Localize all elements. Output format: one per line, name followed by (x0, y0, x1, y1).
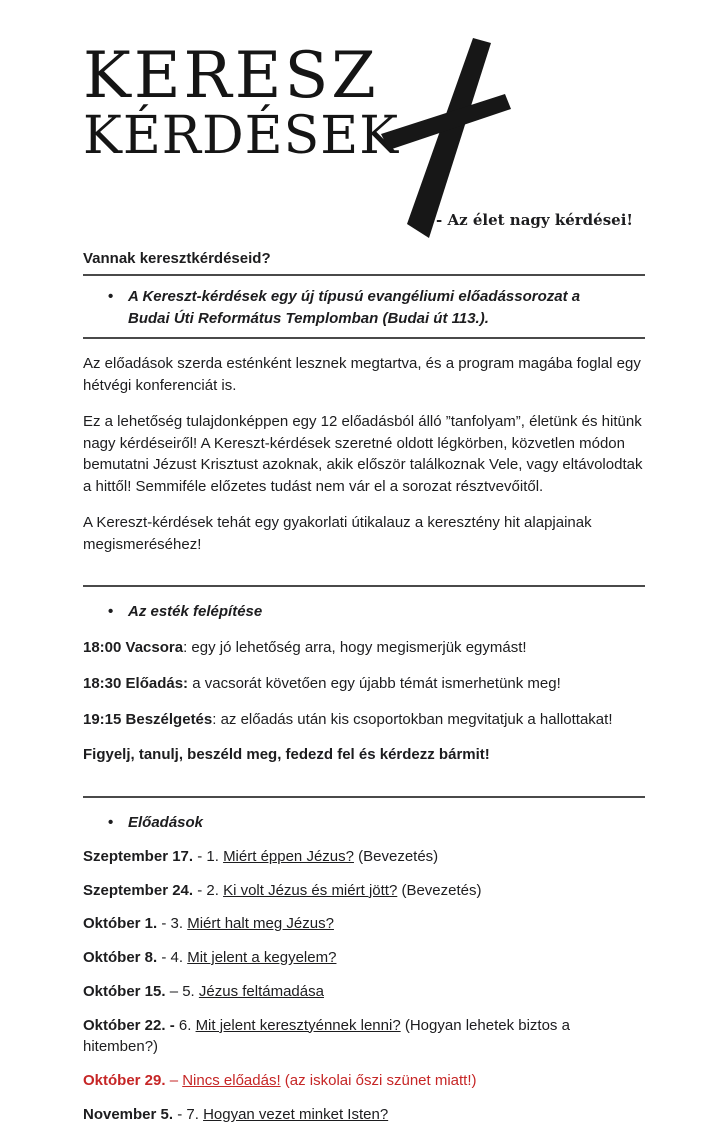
brand-logo-line2: KÉRDÉSEK (83, 106, 400, 166)
lecture-date: November 5. (83, 1105, 174, 1123)
lecture-title: Nincs előadás! (182, 1072, 281, 1089)
schedule-time-label: 18:30 Előadás: (83, 674, 189, 692)
intro-paragraph: Az előadások szerda esténként lesznek megtartva, és a program magába foglal egy hétvégi konferenciát is. (83, 355, 641, 394)
lecture-row (83, 981, 645, 1003)
schedule-text: : egy jó lehetőség arra, hogy megismerjük egymást! (183, 639, 527, 656)
lecture-date: Október 1. (83, 915, 158, 933)
evenings-heading: Az esték felépítése (128, 603, 263, 621)
intro-paragraph: A Kereszt-kérdések tehát egy gyakorlati útikalauz a keresztény hit alapjainak megismeréséhez! (83, 513, 592, 553)
lectures-heading-row (83, 812, 645, 834)
lecture-suffix: (Bevezetés) (353, 847, 439, 865)
schedule-row (83, 637, 645, 659)
divider (83, 796, 645, 798)
lecture-suffix: (Hogyan lehetek biztos a hitemben?) (83, 1016, 570, 1056)
lectures-heading: Előadások (128, 814, 204, 831)
lecture-suffix: (Bevezetés) (397, 881, 482, 899)
bullet-icon: • (108, 603, 114, 621)
lecture-mid: - 1. (193, 847, 224, 865)
brand-logo (83, 39, 645, 230)
schedule-time-label: 19:15 Beszélgetés (83, 710, 213, 728)
lecture-title: Miért halt meg Jézus? (187, 915, 334, 933)
lecture-date: Szeptember 17. (83, 847, 194, 865)
lecture-title: Mit jelent a kegyelem? (187, 949, 337, 966)
lecture-row (83, 846, 645, 868)
lecture-row (83, 1015, 645, 1059)
lecture-title: Hogyan vezet minket Isten? (203, 1105, 389, 1123)
intro-paragraph: Ez a lehetőség tulajdonképpen egy 12 előadásból álló ”tanfolyam”, életünk és hitünk nagy kérdéseiről! A Kereszt-kérdések szeretné oldott légkörben, közvetlen módon bemutatni Jézust Krisztust azoknak, akik először találkoznak Vele, vagy eltávolodtak a hittől! Semmiféle előzetes tudást nem vár el a sorozat résztvevőitől. (83, 412, 643, 495)
lecture-row (83, 880, 645, 902)
lecture-date: Október 8. (83, 949, 158, 966)
intro-heading: Vannak keresztkérdéseid? (83, 250, 271, 267)
schedule-row (83, 673, 645, 695)
lecture-title: Ki volt Jézus és miért jött? (223, 881, 398, 899)
lecture-date: Október 22. - (83, 1016, 175, 1034)
lecture-mid: - 2. (193, 881, 224, 899)
lecture-mid: - 7. (173, 1105, 204, 1123)
bullet-row (83, 286, 645, 330)
schedule-time-label: 18:00 Vacsora (83, 639, 184, 656)
lecture-mid: - 4. (157, 949, 188, 966)
lecture-title: Miért éppen Jézus? (223, 847, 354, 865)
brand-tagline: - Az élet nagy kérdései! (436, 211, 633, 230)
lecture-row-cancelled (83, 1070, 645, 1092)
lecture-row (83, 913, 645, 935)
lecture-date: Október 29. (83, 1072, 166, 1089)
lecture-suffix: (az iskolai őszi szünet miatt!) (280, 1072, 477, 1089)
lecture-row (83, 947, 645, 969)
lecture-date: Október 15. (83, 982, 166, 1000)
schedule-row (83, 709, 645, 731)
bullet-icon: • (108, 287, 114, 305)
intro-callout (83, 286, 645, 340)
divider (83, 274, 645, 276)
lecture-title: Jézus feltámadása (198, 982, 324, 1000)
lecture-mid: 6. (174, 1016, 196, 1034)
content-column (83, 0, 645, 1126)
bullet-icon: • (108, 814, 114, 831)
lecture-mid: – 5. (165, 982, 199, 1000)
lecture-mid: - 3. (157, 915, 188, 933)
lecture-row (83, 1104, 645, 1126)
evenings-heading-row (83, 601, 645, 623)
lecture-title: Mit jelent keresztyénnek lenni? (195, 1016, 401, 1034)
schedule-text: a vacsorát követően egy újabb témát ismerhetünk meg! (188, 674, 561, 692)
divider (83, 585, 645, 587)
intro-callout-text: A Kereszt-kérdések egy új típusú evangéliumi előadássorozat a Budai Úti Református Templomban (Budai út 113.). (128, 287, 581, 327)
schedule-text: : az előadás után kis csoportokban megvitatjuk a hallottakat! (212, 710, 613, 728)
brand-logo-line1: KERESZ (83, 39, 379, 113)
evenings-footer: Figyelj, tanulj, beszéld meg, fedezd fel és kérdezz bármit! (83, 746, 490, 764)
lecture-date: Szeptember 24. (83, 881, 194, 899)
lecture-mid: – (165, 1072, 183, 1089)
